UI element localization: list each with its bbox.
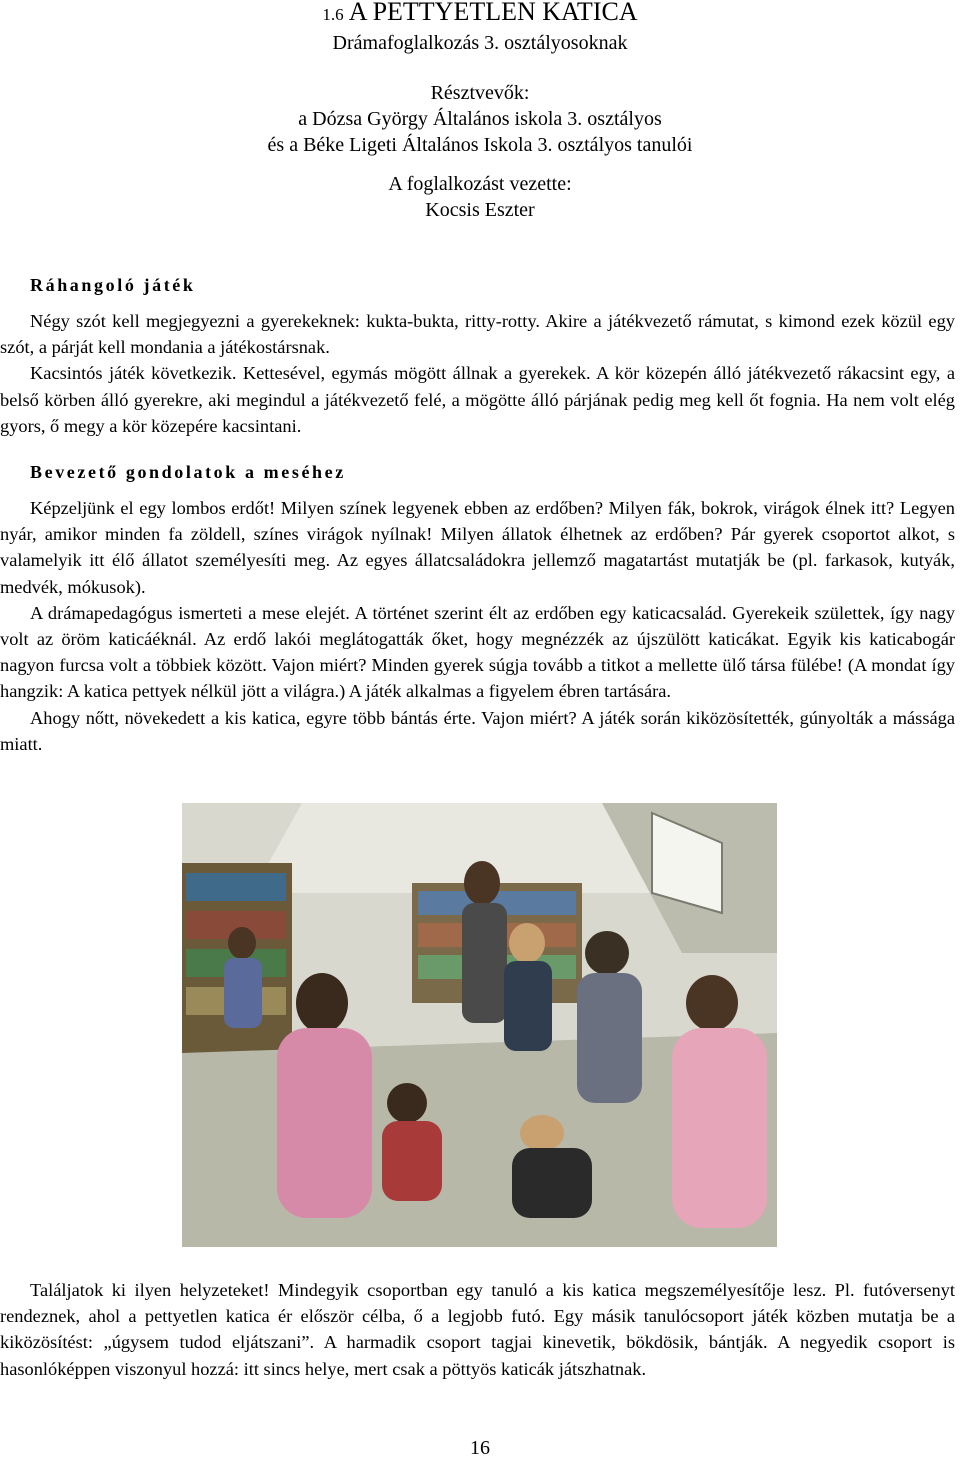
section-heading-warmup: Ráhangoló játék (30, 275, 196, 295)
leader-name: Kocsis Eszter (425, 199, 535, 221)
classroom-photo-illustration (182, 803, 777, 1247)
participants-line-1: a Dózsa György Általános iskola 3. osztályos (298, 108, 662, 130)
participants-label: Résztvevők: (430, 82, 530, 104)
paragraph: A drámapedagógus ismerteti a mese elejét. A történet szerint élt az erdőben egy katicacsalád. Gyerekeik születtek, így nagy volt az öröm katicáéknál. Az erdő lakói meglátogatták őket, hogy megnézzék az újszülött katicákat. Egyik kis katicabogár nagyon furcsa volt a többiek között. Vajon miért? Minden gyerek súgja tovább a titkot a mellette ülő társa fülébe! (A mondat így hangzik: A katica pettyek nélkül jött a világra.) A játék alkalmas a figyelem ébren tartására. (0, 602, 955, 702)
paragraph: Találjatok ki ilyen helyzeteket! Mindegyik csoportban egy tanuló a kis katica megszemélyesítője lesz. Pl. futóversenyt rendeznek, ahol a pettyetlen katica ér először célba, ő a legjobb futó. Egy másik tanulócsoport játék közben mutatja be a kiközösítést: „úgysem tudod eljátszani”. A harmadik csoport tagjai kinevetik, bökdösik, bántják. A negyedik csoport is hasonlóképpen viszonyul hozzá: itt sincs helye, mert csak a pöttyös katicák játszhatnak. (0, 1280, 955, 1379)
section-warmup-body (0, 308, 955, 439)
chapter-number: 1.6 (322, 5, 344, 24)
chapter-subtitle: Drámafoglalkozás 3. osztályosoknak (332, 32, 628, 54)
classroom-photo (182, 803, 777, 1247)
section-situations-body (0, 1277, 955, 1382)
chapter-title-text: A PETTYETLEN KATICA (348, 0, 638, 26)
paragraph: Négy szót kell megjegyezni a gyerekeknek: kukta-bukta, ritty-rotty. Akire a játékvezető rámutat, s kimond ezek közül egy szót, a párját kell mondania a játékostársnak. (0, 311, 955, 358)
participants-line-2: és a Béke Ligeti Általános Iskola 3. osztályos tanulói (267, 134, 693, 156)
paragraph: Kacsintós játék következik. Kettesével, egymás mögött állnak a gyerekek. A kör közepén álló játékvezető rákacsint egy, a belső körben álló gyerekre, aki megindul a játékvezető felé, a mögötte álló párjának pedig meg kell őt fognia. Ha nem volt elég gyors, ő megy a kör közepére kacsintani. (0, 363, 955, 436)
paragraph: Képzeljünk el egy lombos erdőt! Milyen színek legyenek ebben az erdőben? Milyen fák, bokrok, virágok élnek itt? Legyen nyár, amikor minden fa zöldell, színes virágok nyílnak! Milyen állatok élhetnek az erdőben? Pár gyerek csoportot alkot, s valamelyik itt élő állatot személyesíti meg. Az egyes állatcsaládokra jellemző magatartást mutatják be (pl. farkasok, kutyák, medvék, mókusok). (0, 498, 955, 597)
chapter-title (0, 0, 960, 29)
leader-label: A foglalkozást vezette: (388, 173, 572, 195)
section-intro-body (0, 495, 955, 757)
paragraph: Ahogy nőtt, növekedett a kis katica, egyre több bántás érte. Vajon miért? A játék során kiközösítették, gúnyolták a mássága miatt. (0, 707, 955, 754)
section-heading-intro: Bevezető gondolatok a meséhez (30, 462, 346, 482)
page-number: 16 (470, 1437, 490, 1459)
